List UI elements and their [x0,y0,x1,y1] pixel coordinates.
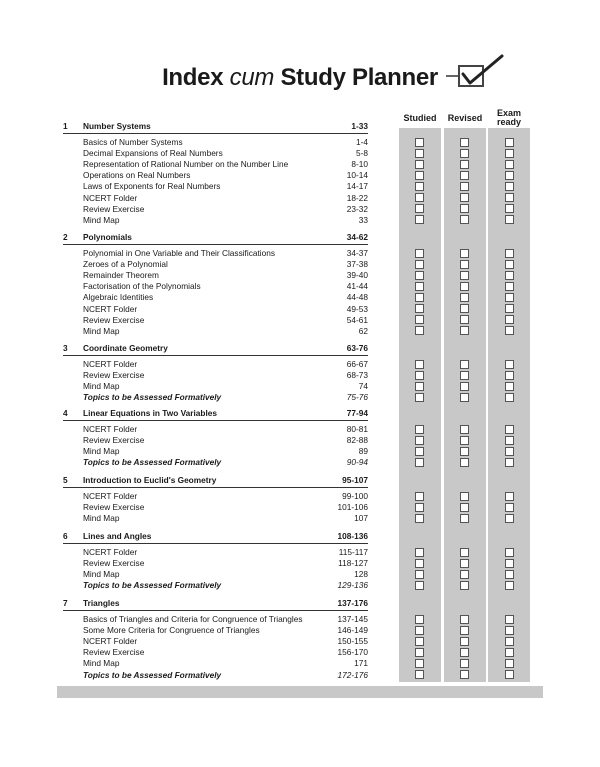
item-label: NCERT Folder [83,547,138,557]
item-pages: 156-170 [337,647,368,658]
exam-ready-checkbox[interactable] [505,215,514,224]
revised-checkbox[interactable] [460,271,469,280]
item-pages: 39-40 [346,270,368,281]
item-pages: 1-4 [356,137,368,147]
exam-ready-checkbox[interactable] [505,503,514,512]
studied-checkbox[interactable] [415,670,424,679]
item-pages: 33 [358,214,368,225]
revised-checkbox[interactable] [460,659,469,668]
chapter-underline [63,420,368,421]
item-pages: 90-94 [346,457,368,468]
studied-checkbox[interactable] [415,659,424,668]
item-label: Mind Map [83,513,120,524]
revised-checkbox[interactable] [460,458,469,467]
item-label: Review Exercise [83,435,145,446]
item-label: Factorisation of the Polynomials [83,281,201,292]
exam-ready-checkbox[interactable] [505,160,514,169]
item-label: Review Exercise [83,203,145,214]
revised-checkbox[interactable] [460,548,469,557]
chapter-pages: 77-94 [346,408,368,418]
studied-checkbox[interactable] [415,204,424,213]
exam-ready-checkbox[interactable] [505,548,514,557]
item-label: Topics to be Assessed Formatively [83,457,222,468]
exam-ready-checkbox[interactable] [505,193,514,202]
exam-ready-checkbox[interactable] [505,436,514,445]
revised-checkbox[interactable] [460,282,469,291]
revised-checkbox[interactable] [460,215,469,224]
studied-checkbox[interactable] [415,626,424,635]
exam-ready-checkbox[interactable] [505,382,514,391]
studied-checkbox[interactable] [415,371,424,380]
revised-checkbox[interactable] [460,570,469,579]
item-label: Decimal Expansions of Real Numbers [83,148,223,159]
revised-checkbox[interactable] [460,304,469,313]
revised-checkbox[interactable] [460,326,469,335]
item-label: Algebraic Identities [83,292,154,303]
revised-checkbox[interactable] [460,193,469,202]
chapter-underline [63,244,368,245]
item-label: NCERT Folder [83,192,138,203]
item-label: Representation of Rational Number on the Number Line [83,159,289,170]
chapter-row [0,474,600,486]
studied-checkbox[interactable] [415,514,424,523]
item-label: Mind Map [83,658,120,669]
exam-ready-checkbox[interactable] [505,648,514,657]
studied-checkbox[interactable] [415,382,424,391]
studied-checkbox[interactable] [415,447,424,456]
item-pages: 107 [354,513,368,524]
studied-checkbox[interactable] [415,492,424,501]
revised-checkbox[interactable] [460,171,469,180]
item-pages: 49-53 [346,303,368,314]
item-label: Basics of Number Systems [83,137,183,147]
item-pages: 41-44 [346,281,368,292]
exam-ready-checkbox[interactable] [505,138,514,147]
exam-ready-checkbox[interactable] [505,659,514,668]
item-pages: 146-149 [337,625,368,636]
item-pages: 99-100 [342,491,368,501]
item-pages: 171 [354,658,368,669]
item-label: NCERT Folder [83,424,138,434]
exam-ready-checkbox[interactable] [505,637,514,646]
item-label: Basics of Triangles and Criteria for Congruence of Triangles [83,614,303,624]
revised-checkbox[interactable] [460,492,469,501]
exam-ready-checkbox[interactable] [505,559,514,568]
item-pages: 18-22 [346,192,368,203]
revised-checkbox[interactable] [460,503,469,512]
exam-ready-checkbox[interactable] [505,626,514,635]
chapter-row [0,342,600,354]
item-label: Review Exercise [83,558,145,569]
studied-checkbox[interactable] [415,570,424,579]
revised-checkbox[interactable] [460,615,469,624]
item-pages: 74 [358,381,368,392]
studied-checkbox[interactable] [415,648,424,657]
item-pages: 10-14 [346,170,368,181]
title-wrap [162,64,438,92]
exam-ready-checkbox[interactable] [505,492,514,501]
exam-ready-checkbox[interactable] [505,171,514,180]
item-pages: 172-176 [337,669,368,680]
studied-checkbox[interactable] [415,581,424,590]
revised-checkbox[interactable] [460,371,469,380]
studied-checkbox[interactable] [415,548,424,557]
studied-checkbox[interactable] [415,160,424,169]
item-pages: 34-37 [346,248,368,258]
revised-checkbox[interactable] [460,637,469,646]
item-pages: 75-76 [346,392,368,403]
item-pages: 14-17 [346,181,368,192]
item-label: Review Exercise [83,370,145,381]
revised-checkbox[interactable] [460,436,469,445]
chapter-title: Linear Equations in Two Variables [83,408,218,418]
studied-checkbox[interactable] [415,282,424,291]
exam-header-line2: ready [496,117,522,127]
chapter-number: 4 [63,408,68,418]
studied-checkbox[interactable] [415,193,424,202]
exam-ready-checkbox[interactable] [505,581,514,590]
page-title [0,64,600,92]
item-pages: 101-106 [337,502,368,513]
studied-checkbox[interactable] [415,393,424,402]
item-pages: 115-117 [338,547,368,557]
chapter-underline [63,610,368,611]
exam-ready-checkbox[interactable] [505,326,514,335]
revised-checkbox[interactable] [460,149,469,158]
title-main: Index [162,64,230,91]
studied-checkbox[interactable] [415,171,424,180]
revised-checkbox[interactable] [460,581,469,590]
exam-ready-checkbox[interactable] [505,304,514,313]
item-label: Mind Map [83,569,120,580]
studied-checkbox[interactable] [415,182,424,191]
revised-checkbox[interactable] [460,360,469,369]
footer-bar [57,686,543,698]
chapter-underline [63,543,368,544]
revised-checkbox[interactable] [460,393,469,402]
item-pages: 54-61 [346,314,368,325]
revised-checkbox[interactable] [460,160,469,169]
chapter-pages: 34-62 [346,232,368,242]
studied-checkbox[interactable] [415,436,424,445]
chapter-row [0,407,600,419]
revised-checkbox[interactable] [460,204,469,213]
studied-checkbox[interactable] [415,637,424,646]
studied-checkbox[interactable] [415,293,424,302]
revised-checkbox[interactable] [460,559,469,568]
exam-ready-checkbox[interactable] [505,149,514,158]
studied-checkbox[interactable] [415,249,424,258]
item-label: Laws of Exponents for Real Numbers [83,181,221,192]
chapter-underline [63,487,368,488]
revised-checkbox[interactable] [460,260,469,269]
exam-ready-checkbox[interactable] [505,315,514,324]
exam-ready-checkbox[interactable] [505,371,514,380]
chapter-number: 1 [63,121,68,131]
revised-checkbox[interactable] [460,315,469,324]
item-pages: 89 [358,446,368,457]
exam-header-line1: Exam [496,108,522,118]
studied-checkbox[interactable] [415,149,424,158]
chapter-pages: 108-136 [337,531,368,541]
exam-ready-checkbox[interactable] [505,447,514,456]
title-cum: cum [229,64,275,91]
item-pages: 8-10 [351,159,368,170]
exam-ready-checkbox[interactable] [505,458,514,467]
chapter-title: Introduction to Euclid's Geometry [83,475,217,485]
item-label: Topics to be Assessed Formatively [83,669,222,680]
item-pages: 66-67 [346,359,368,369]
item-pages: 118-127 [338,558,368,569]
item-pages: 82-88 [346,435,368,446]
revised-checkbox[interactable] [460,182,469,191]
exam-ready-checkbox[interactable] [505,570,514,579]
item-pages: 137-145 [337,614,368,624]
studied-checkbox[interactable] [415,425,424,434]
exam-ready-checkbox[interactable] [505,615,514,624]
item-label: Remainder Theorem [83,270,159,281]
exam-ready-checkbox[interactable] [505,393,514,402]
exam-ready-checkbox[interactable] [505,514,514,523]
item-label: Review Exercise [83,502,145,513]
item-label: Mind Map [83,325,120,336]
exam-ready-checkbox[interactable] [505,260,514,269]
exam-ready-checkbox[interactable] [505,293,514,302]
item-pages: 44-48 [346,292,368,303]
chapter-number: 7 [63,598,68,608]
item-label: Review Exercise [83,647,145,658]
chapter-title: Number Systems [83,121,151,131]
revised-checkbox[interactable] [460,514,469,523]
item-label: Operations on Real Numbers [83,170,191,181]
item-pages: 128 [354,569,368,580]
item-pages: 129-136 [337,580,368,591]
revised-header: Revised [447,113,483,123]
chapter-title: Lines and Angles [83,531,152,541]
chapter-title: Triangles [83,598,120,608]
studied-header: Studied [403,113,437,123]
chapter-number: 3 [63,343,68,353]
item-label: Mind Map [83,381,120,392]
studied-checkbox[interactable] [415,458,424,467]
revised-checkbox[interactable] [460,249,469,258]
studied-checkbox[interactable] [415,260,424,269]
item-label: Topics to be Assessed Formatively [83,392,222,403]
revised-checkbox[interactable] [460,447,469,456]
item-label: Mind Map [83,214,120,225]
chapter-pages: 1-33 [351,121,368,131]
chapter-pages: 63-76 [346,343,368,353]
chapter-pages: 95-107 [342,475,368,485]
exam-ready-checkbox[interactable] [505,425,514,434]
exam-ready-checkbox[interactable] [505,271,514,280]
item-label: NCERT Folder [83,303,138,314]
chapter-row [0,597,600,609]
chapter-underline [63,133,368,134]
studied-checkbox[interactable] [415,326,424,335]
exam-ready-checkbox[interactable] [505,182,514,191]
revised-checkbox[interactable] [460,382,469,391]
chapter-number: 2 [63,232,68,242]
item-pages: 37-38 [346,259,368,270]
revised-checkbox[interactable] [460,648,469,657]
studied-checkbox[interactable] [415,215,424,224]
item-label: NCERT Folder [83,636,138,647]
revised-checkbox[interactable] [460,626,469,635]
item-pages: 5-8 [356,148,368,159]
studied-checkbox[interactable] [415,360,424,369]
studied-checkbox[interactable] [415,503,424,512]
studied-checkbox[interactable] [415,271,424,280]
chapter-row [0,231,600,243]
title-rest: Study Planner [274,64,438,91]
item-label: Polynomial in One Variable and Their Classifications [83,248,275,258]
exam-ready-checkbox[interactable] [505,249,514,258]
studied-checkbox[interactable] [415,138,424,147]
chapter-number: 5 [63,475,68,485]
chapter-number: 6 [63,531,68,541]
revised-checkbox[interactable] [460,670,469,679]
chapter-underline [63,355,368,356]
item-pages: 23-32 [346,203,368,214]
item-label: Mind Map [83,446,120,457]
chapter-title: Coordinate Geometry [83,343,168,353]
chapter-pages: 137-176 [337,598,368,608]
chapter-row [0,530,600,542]
chapter-title: Polynomials [83,232,132,242]
studied-checkbox[interactable] [415,315,424,324]
item-label: NCERT Folder [83,491,138,501]
item-pages: 68-73 [346,370,368,381]
studied-checkbox[interactable] [415,304,424,313]
item-pages: 80-81 [346,424,368,434]
revised-checkbox[interactable] [460,293,469,302]
exam-ready-checkbox[interactable] [505,670,514,679]
item-label: NCERT Folder [83,359,138,369]
exam-ready-checkbox[interactable] [505,282,514,291]
studied-checkbox[interactable] [415,615,424,624]
revised-checkbox[interactable] [460,425,469,434]
exam-ready-checkbox[interactable] [505,204,514,213]
item-label: Zeroes of a Polynomial [83,259,168,270]
item-label: Review Exercise [83,314,145,325]
checkmark-icon [446,54,510,94]
item-pages: 62 [358,325,368,336]
studied-checkbox[interactable] [415,559,424,568]
exam-ready-checkbox[interactable] [505,360,514,369]
revised-checkbox[interactable] [460,138,469,147]
item-label: Some More Criteria for Congruence of Triangles [83,625,260,636]
item-label: Topics to be Assessed Formatively [83,580,222,591]
item-pages: 150-155 [337,636,368,647]
